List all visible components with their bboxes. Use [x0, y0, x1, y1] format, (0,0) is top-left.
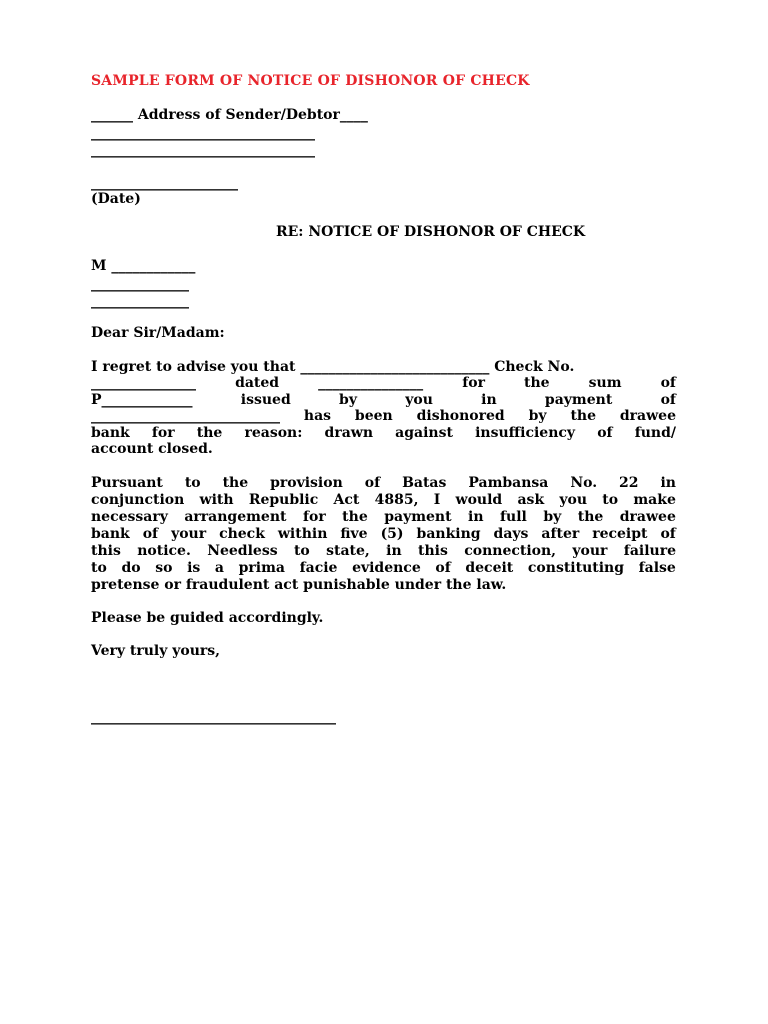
para1-line-4: [91, 407, 676, 425]
word: deceit: [465, 560, 514, 576]
word: you: [405, 392, 433, 408]
word: No.: [570, 475, 598, 491]
word: arrangement: [184, 509, 287, 525]
word: your: [572, 543, 608, 559]
word: (5): [380, 526, 404, 542]
word: Pursuant: [91, 475, 163, 491]
word: to: [293, 543, 310, 559]
word: for: [151, 425, 175, 441]
word: dishonored: [416, 408, 505, 424]
word: the: [196, 425, 223, 441]
word: against: [395, 425, 453, 441]
word: make: [633, 492, 676, 508]
word: do: [121, 560, 141, 576]
salutation: Dear Sir/Madam:: [91, 325, 225, 341]
word: of: [364, 475, 381, 491]
word: issued: [240, 392, 291, 408]
word: provision: [270, 475, 343, 491]
word: evidence: [352, 560, 421, 576]
re-line: RE: NOTICE OF DISHONOR OF CHECK: [276, 224, 586, 240]
word: drawee: [619, 408, 676, 424]
word: this: [418, 543, 448, 559]
word: five: [340, 526, 368, 542]
document-title: SAMPLE FORM OF NOTICE OF DISHONOR OF CHECK: [91, 73, 530, 89]
addressee-line-1: M ____________: [91, 258, 196, 274]
addressee-line-3: ______________: [91, 293, 189, 309]
word: to: [184, 475, 201, 491]
word: _______________: [91, 375, 196, 391]
word: connection,: [464, 543, 557, 559]
word: of: [660, 375, 676, 391]
closing: Very truly yours,: [91, 643, 221, 659]
word: for: [462, 375, 485, 391]
guided-line: Please be guided accordingly.: [91, 610, 324, 626]
sender-address-blank-1: ________________________________: [91, 125, 315, 141]
word: notice.: [137, 543, 191, 559]
sender-address-line: ______ Address of Sender/Debtor____: [91, 107, 368, 123]
signature-line: ___________________________________: [91, 709, 336, 725]
word: state,: [326, 543, 370, 559]
word: would: [455, 492, 503, 508]
word: the: [570, 408, 596, 424]
word: by: [528, 408, 547, 424]
word: the: [577, 509, 604, 525]
word: for: [302, 509, 326, 525]
word: Needless: [207, 543, 278, 559]
para2-line-5: [91, 542, 676, 560]
word: payment: [544, 392, 613, 408]
word: of: [660, 392, 676, 408]
word: Republic: [248, 492, 319, 508]
para2-line-7: pretense or fraudulent act punishable under the law.: [91, 577, 507, 593]
word: ask: [517, 492, 545, 508]
word: facie: [299, 560, 338, 576]
word: in: [481, 392, 497, 408]
word: drawn: [324, 425, 374, 441]
word: in: [660, 475, 676, 491]
word: by: [543, 509, 562, 525]
sender-address-blank-2: ________________________________: [91, 142, 315, 158]
word: in: [468, 509, 484, 525]
para2-line-1: [91, 474, 676, 492]
word: Pambansa: [468, 475, 549, 491]
word: of: [660, 526, 676, 542]
word: in: [386, 543, 402, 559]
word: full: [500, 509, 527, 525]
word: is: [187, 560, 201, 576]
word: constituting: [527, 560, 625, 576]
word: the: [222, 475, 249, 491]
para2-line-2: [91, 491, 676, 509]
para2-line-3: [91, 508, 676, 526]
word: days: [493, 526, 529, 542]
word: of: [435, 560, 451, 576]
word: payment: [384, 509, 452, 525]
word: sum: [588, 375, 622, 391]
word: you: [559, 492, 588, 508]
word: necessary: [91, 509, 168, 525]
word: of: [142, 526, 159, 542]
para1-line-6: account closed.: [91, 441, 213, 457]
word: ___________________________: [91, 408, 280, 424]
word: to: [91, 560, 107, 576]
word: reason:: [244, 425, 303, 441]
word: conjunction: [91, 492, 185, 508]
word: so: [155, 560, 173, 576]
word: this: [91, 543, 121, 559]
para1-line-2: [91, 374, 676, 392]
word: Act: [333, 492, 360, 508]
word: banking: [416, 526, 481, 542]
para2-line-6: [91, 559, 676, 577]
word: 22: [619, 475, 639, 491]
word: check: [219, 526, 265, 542]
word: the: [524, 375, 550, 391]
word: been: [354, 408, 393, 424]
date-blank: _____________________: [91, 175, 238, 191]
word: I: [433, 492, 441, 508]
word: P_____________: [91, 392, 193, 408]
word: the: [342, 509, 368, 525]
date-label: (Date): [91, 191, 141, 207]
word: bank: [91, 526, 130, 542]
word: fund/: [634, 425, 676, 441]
word: prima: [238, 560, 285, 576]
para2-line-4: [91, 525, 676, 543]
word: receipt: [592, 526, 648, 542]
word: false: [638, 560, 676, 576]
word: by: [339, 392, 357, 408]
word: drawee: [619, 509, 676, 525]
addressee-line-2: ______________: [91, 276, 189, 292]
word: with: [199, 492, 234, 508]
word: 4885,: [374, 492, 419, 508]
word: has: [303, 408, 332, 424]
word: a: [214, 560, 224, 576]
word: insufficiency: [475, 425, 576, 441]
word: to: [602, 492, 619, 508]
word: I regret to advise you that ___________________________ Check No.: [91, 359, 575, 375]
word: your: [171, 526, 207, 542]
word: dated: [235, 375, 280, 391]
word: bank: [91, 425, 130, 441]
word: Batas: [402, 475, 447, 491]
word: after: [541, 526, 580, 542]
word: _______________: [318, 375, 424, 391]
word: of: [597, 425, 613, 441]
word: within: [277, 526, 328, 542]
word: failure: [623, 543, 676, 559]
